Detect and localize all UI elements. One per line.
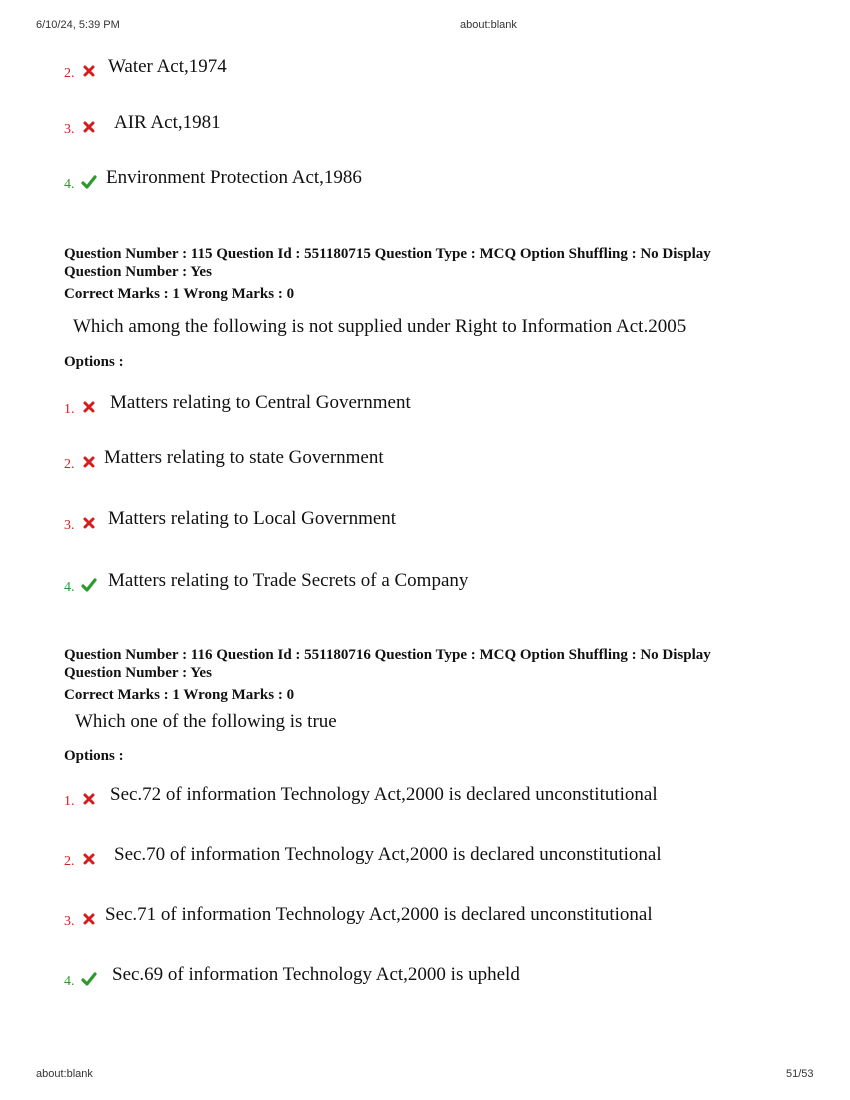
option-number: 1. — [64, 794, 75, 809]
question-meta: Question Number : 116 Question Id : 551180716 Question Type : MCQ Option Shuffling : No Display — [64, 647, 711, 663]
option-row — [0, 566, 850, 596]
check-icon — [80, 173, 98, 191]
option-number: 4. — [64, 580, 75, 595]
question-meta: Question Number : Yes — [64, 665, 212, 681]
option-text: Water Act,1974 — [108, 56, 227, 77]
option-number: 2. — [64, 854, 75, 869]
cross-icon — [80, 514, 98, 532]
option-text: Matters relating to Local Government — [108, 508, 397, 529]
question-meta: Question Number : Yes — [64, 264, 212, 280]
print-title: about:blank — [460, 19, 517, 31]
question-meta: Question Number : 115 Question Id : 551180715 Question Type : MCQ Option Shuffling : No Display — [64, 246, 711, 262]
option-row — [0, 443, 850, 473]
option-text: Sec.72 of information Technology Act,2000 is declared unconstitutional — [110, 784, 658, 805]
question-marks: Correct Marks : 1 Wrong Marks : 0 — [64, 687, 295, 703]
print-datetime: 6/10/24, 5:39 PM — [36, 19, 120, 31]
cross-icon — [80, 398, 98, 416]
cross-icon — [80, 790, 98, 808]
option-row — [0, 900, 850, 930]
option-text: Matters relating to state Government — [104, 447, 384, 468]
option-text: Matters relating to Trade Secrets of a Company — [108, 570, 469, 591]
print-footer-url: about:blank — [36, 1068, 93, 1080]
question-text: Which among the following is not supplied under Right to Information Act.2005 — [73, 316, 687, 337]
option-number: 3. — [64, 518, 75, 533]
option-row — [0, 163, 850, 193]
option-number: 4. — [64, 974, 75, 989]
cross-icon — [80, 118, 98, 136]
option-text: Environment Protection Act,1986 — [106, 167, 362, 188]
option-row — [0, 52, 850, 82]
check-icon — [80, 970, 98, 988]
option-row — [0, 840, 850, 870]
option-row — [0, 960, 850, 990]
option-text: Matters relating to Central Government — [110, 392, 411, 413]
cross-icon — [80, 62, 98, 80]
option-row — [0, 388, 850, 418]
option-number: 3. — [64, 122, 75, 137]
option-text: Sec.69 of information Technology Act,2000 is upheld — [112, 964, 520, 985]
cross-icon — [80, 910, 98, 928]
question-text: Which one of the following is true — [75, 711, 337, 732]
check-icon — [80, 576, 98, 594]
option-text: Sec.70 of information Technology Act,2000 is declared unconstitutional — [114, 844, 662, 865]
option-number: 2. — [64, 66, 75, 81]
question-marks: Correct Marks : 1 Wrong Marks : 0 — [64, 286, 295, 302]
option-number: 1. — [64, 402, 75, 417]
cross-icon — [80, 850, 98, 868]
option-number: 4. — [64, 177, 75, 192]
option-row — [0, 504, 850, 534]
page-number: 51/53 — [786, 1068, 814, 1080]
option-text: Sec.71 of information Technology Act,2000 is declared unconstitutional — [105, 904, 653, 925]
option-row — [0, 108, 850, 138]
options-label: Options : — [64, 354, 124, 370]
options-label: Options : — [64, 748, 124, 764]
option-number: 2. — [64, 457, 75, 472]
cross-icon — [80, 453, 98, 471]
option-number: 3. — [64, 914, 75, 929]
option-row — [0, 780, 850, 810]
option-text: AIR Act,1981 — [114, 112, 221, 133]
